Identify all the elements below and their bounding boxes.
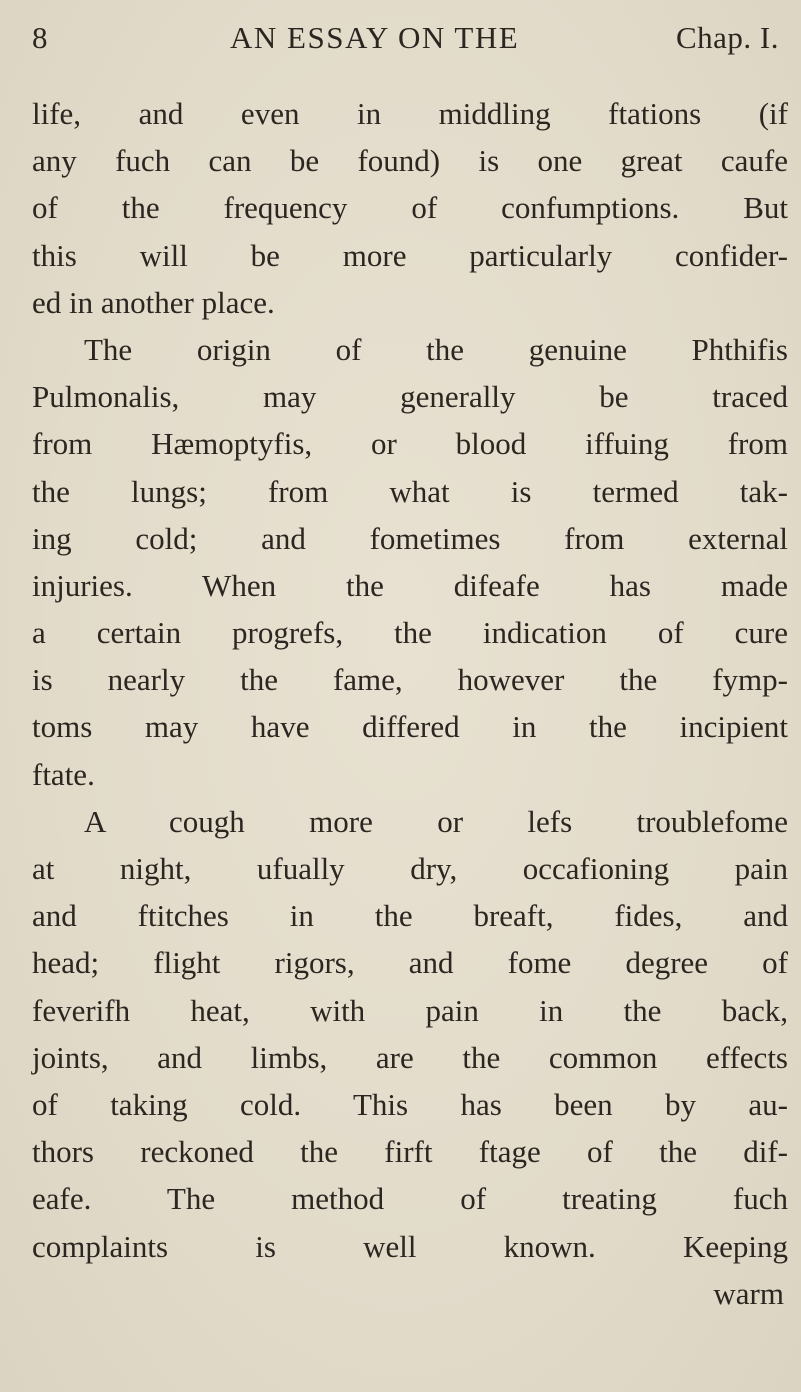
paragraph-start-line: The origin of the genuine Phthifis [84, 331, 788, 367]
text-line: a certain progrefs, the indication of cure [32, 615, 788, 651]
text-line: this will be more particularly confider- [32, 237, 788, 273]
catchword: warm [713, 1275, 784, 1311]
chapter-label: Chap. I. [675, 20, 779, 55]
running-title: AN ESSAY ON THE [230, 20, 520, 55]
running-head [32, 20, 781, 70]
text-line: eafe. The method of treating fuch [32, 1181, 788, 1217]
text-line: toms may have differed in the incipient [32, 709, 788, 745]
text-line: thors reckoned the firft ftage of the dif- [32, 1134, 788, 1170]
text-line: feverifh heat, with pain in the back, [32, 992, 788, 1028]
page-number: 8 [32, 20, 48, 55]
text-line: ing cold; and fometimes from external [32, 520, 788, 556]
text-line: injuries. When the difeafe has made [32, 567, 788, 603]
text-line: any fuch can be found) is one great caufe [32, 143, 788, 179]
paragraph-end-line: ftate. [32, 756, 95, 792]
text-line: and ftitches in the breaft, fides, and [32, 898, 788, 934]
body-text [32, 90, 788, 1317]
text-line: Pulmonalis, may generally be traced [32, 379, 788, 415]
paragraph-start-line: A cough more or lefs troublefome [84, 803, 788, 839]
text-line: life, and even in middling ftations (if [32, 96, 788, 131]
text-line: joints, and limbs, are the common effects [32, 1039, 788, 1075]
text-line: at night, ufually dry, occafioning pain [32, 851, 788, 886]
text-line: of the frequency of confumptions. But [32, 190, 788, 226]
text-line: head; flight rigors, and fome degree of [32, 945, 788, 981]
text-line: complaints is well known. Keeping [32, 1228, 788, 1264]
paragraph-end-line: ed in another place. [32, 284, 275, 320]
text-line: is nearly the fame, however the fymp- [32, 662, 788, 698]
text-line: of taking cold. This has been by au- [32, 1086, 788, 1122]
text-line: from Hæmoptyfis, or blood iffuing from [32, 426, 788, 462]
text-line: the lungs; from what is termed tak- [32, 473, 788, 509]
